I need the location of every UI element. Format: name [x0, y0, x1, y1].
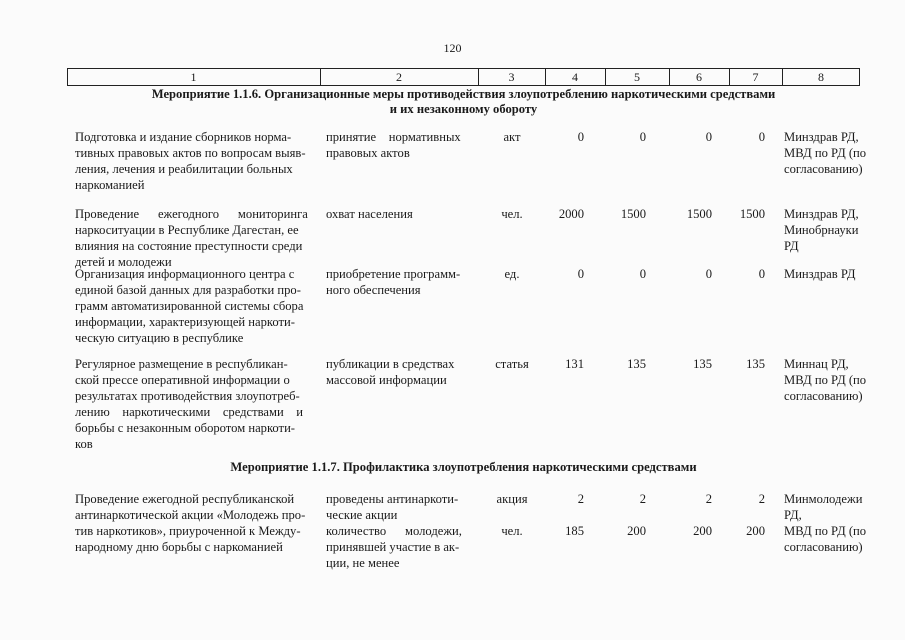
unit: акт — [503, 130, 521, 144]
value-year-4: 135 — [746, 357, 765, 371]
header-col-8: 8 — [818, 70, 824, 84]
table-header-row — [67, 68, 860, 86]
header-col-3: 3 — [508, 70, 515, 84]
section-heading-line: Мероприятие 1.1.7. Профилактика злоупотребления наркотическими средствами — [230, 460, 697, 474]
unit: чел. — [501, 207, 523, 221]
section-heading-line: Мероприятие 1.1.6. Организационные меры противодействия злоупотреблению наркотическими средствами — [151, 87, 776, 101]
unit: ед. — [504, 267, 520, 281]
header-col-7: 7 — [752, 70, 759, 84]
measure-description: Организация информационного центра с единой базой данных для разработки про- грамм автоматизированной системы сбора информации, характеризующей наркоти- ческую ситуацию в республике — [75, 267, 304, 345]
header-col-2: 2 — [396, 70, 402, 84]
value-year-4: 1500 — [739, 207, 765, 221]
value-year-1: 2000 — [558, 207, 584, 221]
header-col-6: 6 — [696, 70, 702, 84]
value-year-4: 0 — [758, 267, 765, 281]
measure-description: Проведение ежегодной республиканской антинаркотической акции «Молодежь про- тив наркотиков», приуроченной к Между- народному дню борьбы с наркоманией — [75, 492, 306, 554]
value-year-1: 0 — [577, 267, 584, 281]
indicator: проведены антинаркоти- ческие акции количество молодежи, принявшей участие в ак- ции, не менее — [326, 492, 462, 570]
value-year-3: 0 — [705, 130, 712, 144]
section-heading-1-1-6 — [67, 87, 860, 117]
value-year-2: 135 — [627, 357, 646, 371]
value-year-2: 0 — [639, 267, 646, 281]
indicator: приобретение программ- ного обеспечения — [326, 267, 461, 297]
value-year-1: 2 185 — [565, 492, 584, 538]
value-year-4: 0 — [758, 130, 765, 144]
executor: Минздрав РД — [784, 267, 856, 281]
header-col-4: 4 — [572, 70, 578, 84]
measure-description: Проведение ежегодного мониторинга наркоситуации в Республике Дагестан, ее влияния на состояние преступности среди детей и молодежи — [75, 207, 308, 269]
executor: Минмолодежи РД, МВД по РД (по согласованию) — [784, 492, 867, 554]
section-heading-line: и их незаконному обороту — [389, 102, 538, 116]
indicator: принятие нормативных правовых актов — [326, 130, 461, 160]
value-year-3: 0 — [705, 267, 712, 281]
executor: Минздрав РД, МВД по РД (по согласованию) — [784, 130, 867, 176]
page-number: 120 — [443, 41, 462, 55]
measure-description: Регулярное размещение в республикан- ской прессе оперативной информации о результатах противодействия злоупотреб- лению наркотическими средствами и борьбы с незаконным оборотом наркоти- ков — [75, 357, 304, 451]
section-heading-1-1-7 — [67, 460, 860, 475]
value-year-3: 1500 — [686, 207, 712, 221]
executor: Миннац РД, МВД по РД (по согласованию) — [784, 357, 867, 403]
header-col-1: 1 — [190, 70, 197, 84]
unit: акция чел. — [496, 492, 528, 538]
indicator: публикации в средствах массовой информации — [326, 357, 455, 387]
value-year-3: 2 200 — [693, 492, 712, 538]
value-year-4: 2 200 — [746, 492, 765, 538]
value-year-1: 131 — [565, 357, 584, 371]
value-year-3: 135 — [693, 357, 712, 371]
executor: Минздрав РД, Минобрнауки РД — [784, 207, 859, 253]
unit: статья — [495, 357, 529, 371]
value-year-2: 1500 — [620, 207, 646, 221]
header-col-5: 5 — [634, 70, 640, 84]
value-year-2: 0 — [639, 130, 646, 144]
indicator: охват населения — [326, 207, 413, 221]
measure-description: Подготовка и издание сборников норма- тивных правовых актов по вопросам выяв- ления, лечения и реабилитации больных наркоманией — [75, 130, 306, 192]
value-year-2: 2 200 — [627, 492, 646, 538]
value-year-1: 0 — [577, 130, 584, 144]
